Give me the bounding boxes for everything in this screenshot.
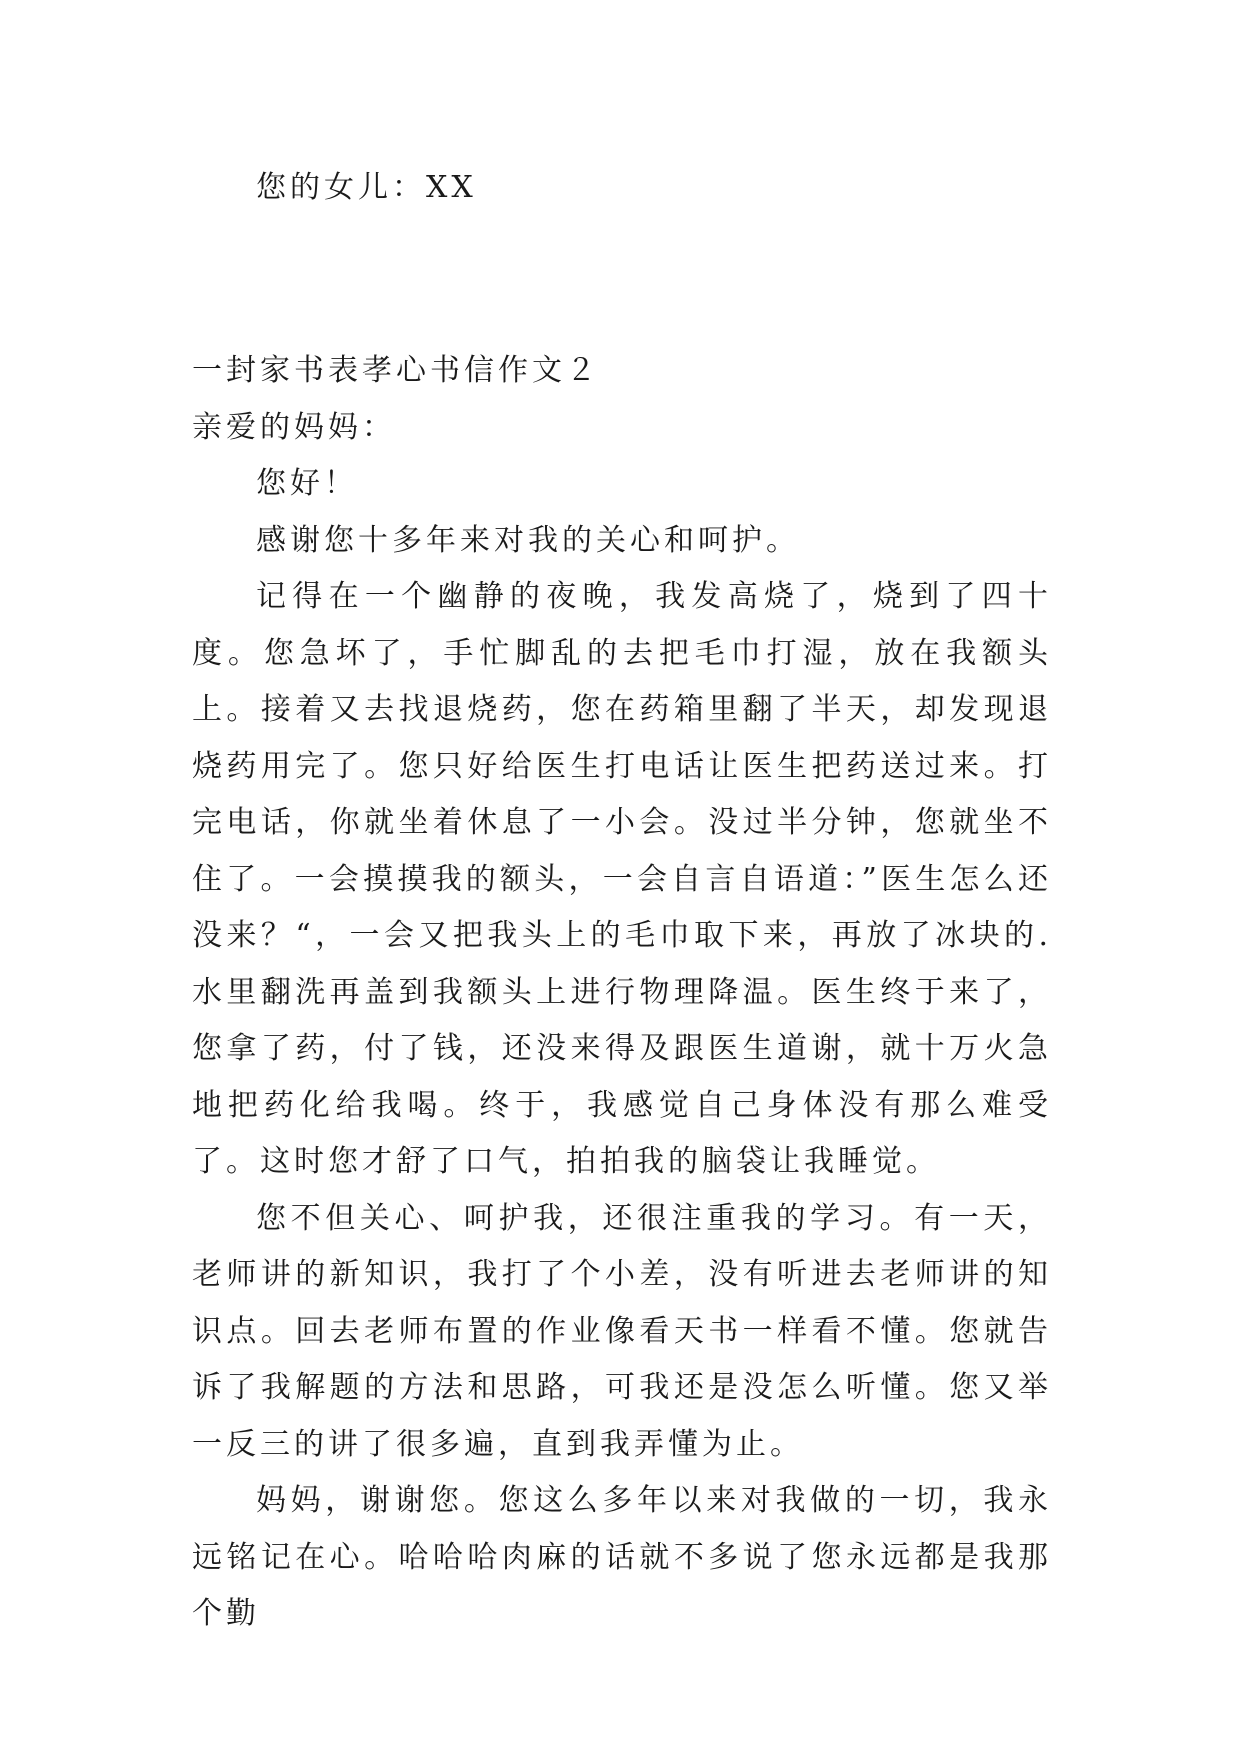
- paragraph: 您不但关心、呵护我，还很注重我的学习。有一天，老师讲的新知识，我打了个小差，没有听进去老师讲的知识点。回去老师布置的作业像看天书一样看不懂。您就告诉了我解题的方法和思路，可我还是没怎么听懂。您又举一反三的讲了很多遍，直到我弄懂为止。: [192, 1200, 1052, 1462]
- paragraph: 感谢您十多年来对我的关心和呵护。: [256, 522, 800, 558]
- signature-line: 您的女儿：XX: [256, 170, 477, 205]
- letter-body: [192, 343, 1052, 1643]
- letter-salutation: 亲爱的妈妈：: [192, 409, 396, 445]
- paragraph: 记得在一个幽静的夜晚，我发高烧了，烧到了四十度。您急坏了，手忙脚乱的去把毛巾打湿，放在我额头上。接着又去找退烧药，您在药箱里翻了半天，却发现退烧药用完了。您只好给医生打电话让医生把药送过来。打完电话，你就坐着休息了一小会。没过半分钟，您就坐不住了。一会摸摸我的额头，一会自言自语道：”医生怎么还没来？“，一会又把我头上的毛巾取下来，再放了冰块的.水里翻洗再盖到我额头上进行物理降温。医生终于来了，您拿了药，付了钱，还没来得及跟医生道谢，就十万火急地把药化给我喝。终于，我感觉自己身体没有那么难受了。这时您才舒了口气，拍拍我的脑袋让我睡觉。: [192, 579, 1052, 1179]
- paragraph: 妈妈，谢谢您。您这么多年以来对我做的一切，我永远铭记在心。哈哈哈肉麻的话就不多说了您永远都是我那个勤: [192, 1483, 1052, 1631]
- letter-greeting: 您好！: [256, 466, 358, 501]
- letter-title: 一封家书表孝心书信作文２: [192, 353, 600, 388]
